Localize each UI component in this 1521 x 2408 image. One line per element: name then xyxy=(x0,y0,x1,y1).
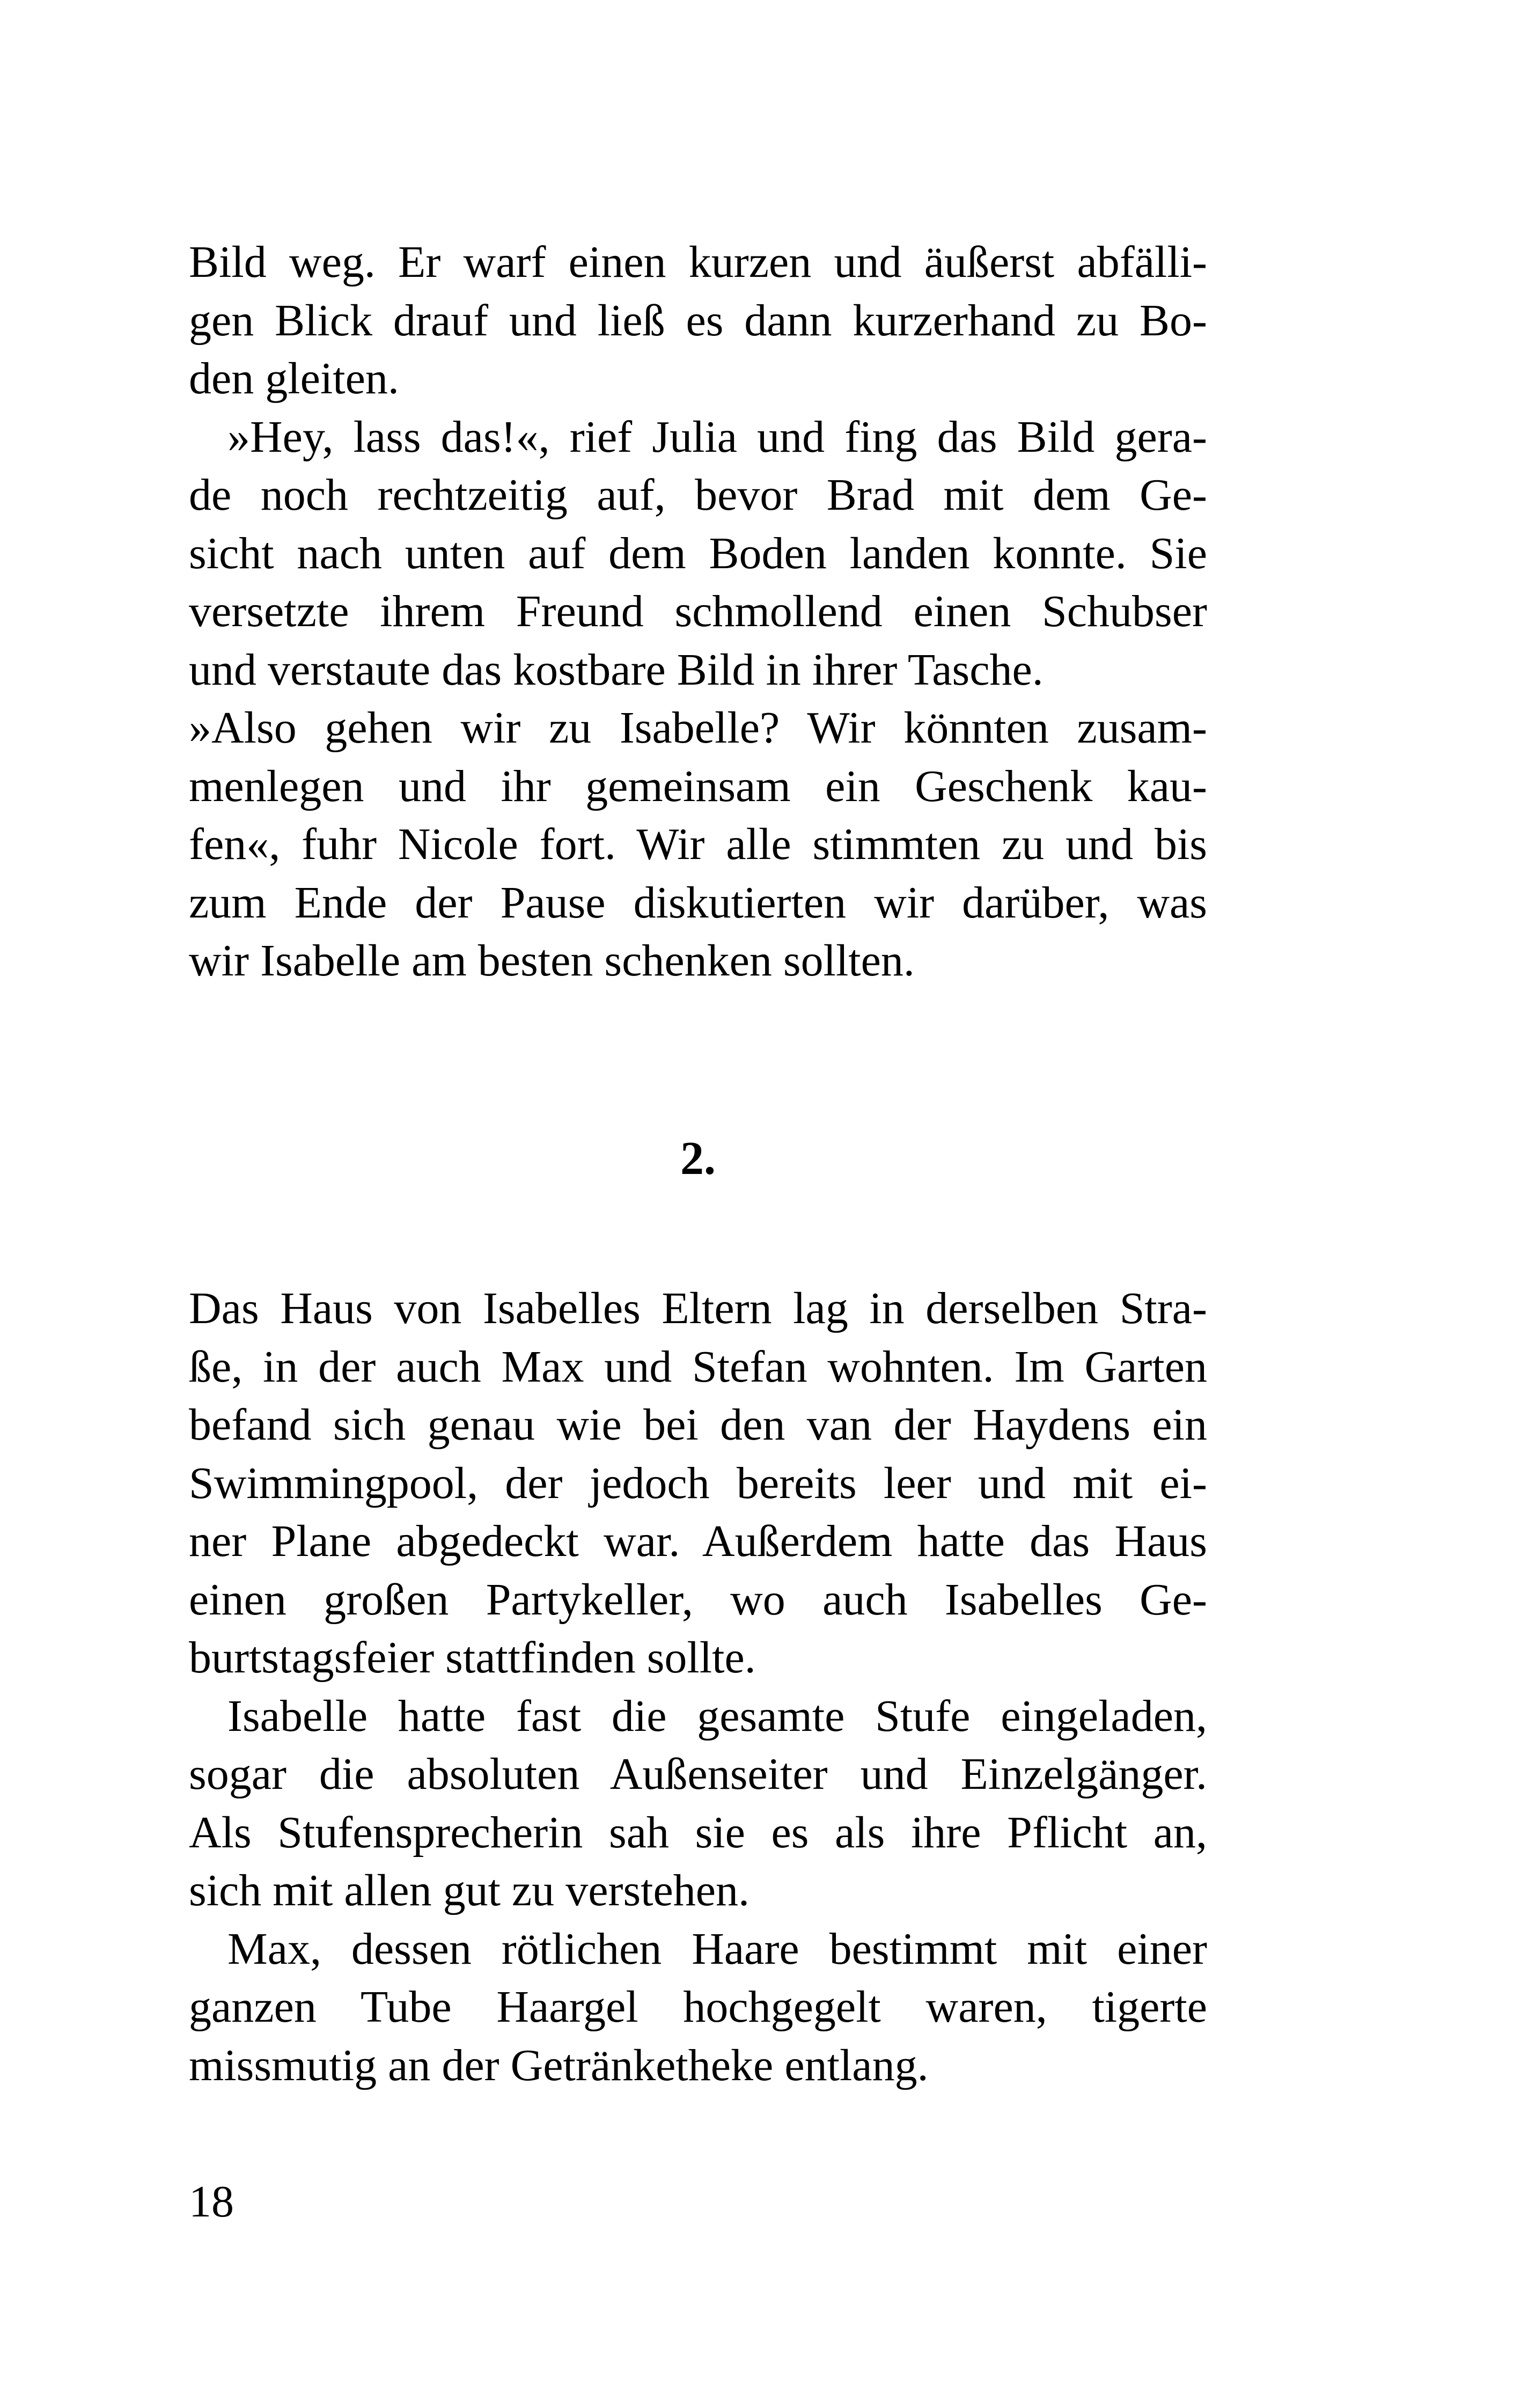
text-line: Max, dessen rötlichen Haare bestimmt mit einer xyxy=(227,1924,1207,1974)
text-line: Swimmingpool, der jedoch bereits leer und mit ei- xyxy=(189,1458,1207,1508)
text-line: sicht nach unten auf dem Boden landen konnte. Sie xyxy=(189,528,1207,578)
chapter-heading: 2. xyxy=(680,1133,716,1185)
text-line: menlegen und ihr gemeinsam ein Geschenk kau- xyxy=(189,761,1207,811)
text-line: versetzte ihrem Freund schmollend einen Schubser xyxy=(189,586,1207,636)
text-line: »Also gehen wir zu Isabelle? Wir könnten zusam- xyxy=(189,703,1207,753)
text-line: burtstagsfeier stattfinden sollte. xyxy=(189,1633,756,1683)
text-line: sich mit allen gut zu verstehen. xyxy=(189,1866,750,1915)
text-line: missmutig an der Getränketheke entlang. xyxy=(189,2040,929,2090)
text-line: Bild weg. Er warf einen kurzen und äußerst abfälli- xyxy=(189,237,1207,287)
text-line: ganzen Tube Haargel hochgegelt waren, tigerte xyxy=(189,1982,1207,2032)
text-line: Isabelle hatte fast die gesamte Stufe eingeladen, xyxy=(227,1691,1207,1741)
text-line: und verstaute das kostbare Bild in ihrer Tasche. xyxy=(189,644,1044,695)
text-line: einen großen Partykeller, wo auch Isabelles Ge- xyxy=(189,1574,1207,1625)
text-line: »Hey, lass das!«, rief Julia und fing das Bild gera- xyxy=(227,412,1207,462)
text-line: sogar die absoluten Außenseiter und Einzelgänger. xyxy=(189,1749,1207,1799)
text-line: Das Haus von Isabelles Eltern lag in derselben Stra- xyxy=(189,1283,1207,1333)
text-line: gen Blick drauf und ließ es dann kurzerhand zu Bo- xyxy=(189,295,1207,346)
text-block-top xyxy=(189,233,1207,990)
text-line: ner Plane abgedeckt war. Außerdem hatte das Haus xyxy=(189,1516,1207,1566)
page-number: 18 xyxy=(189,2177,234,2227)
text-line: befand sich genau wie bei den van der Haydens ein xyxy=(189,1400,1207,1450)
text-line: den gleiten. xyxy=(189,354,399,403)
text-line: ße, in der auch Max und Stefan wohnten. Im Garten xyxy=(189,1341,1207,1392)
text-block-bottom xyxy=(189,1280,1207,2095)
text-line: zum Ende der Pause diskutierten wir darüber, was xyxy=(189,877,1207,928)
text-line: de noch rechtzeitig auf, bevor Brad mit dem Ge- xyxy=(189,470,1207,520)
text-line: wir Isabelle am besten schenken sollten. xyxy=(189,936,915,986)
text-line: fen«, fuhr Nicole fort. Wir alle stimmten zu und bis xyxy=(189,819,1207,869)
text-line: Als Stufensprecherin sah sie es als ihre Pflicht an, xyxy=(189,1807,1207,1858)
